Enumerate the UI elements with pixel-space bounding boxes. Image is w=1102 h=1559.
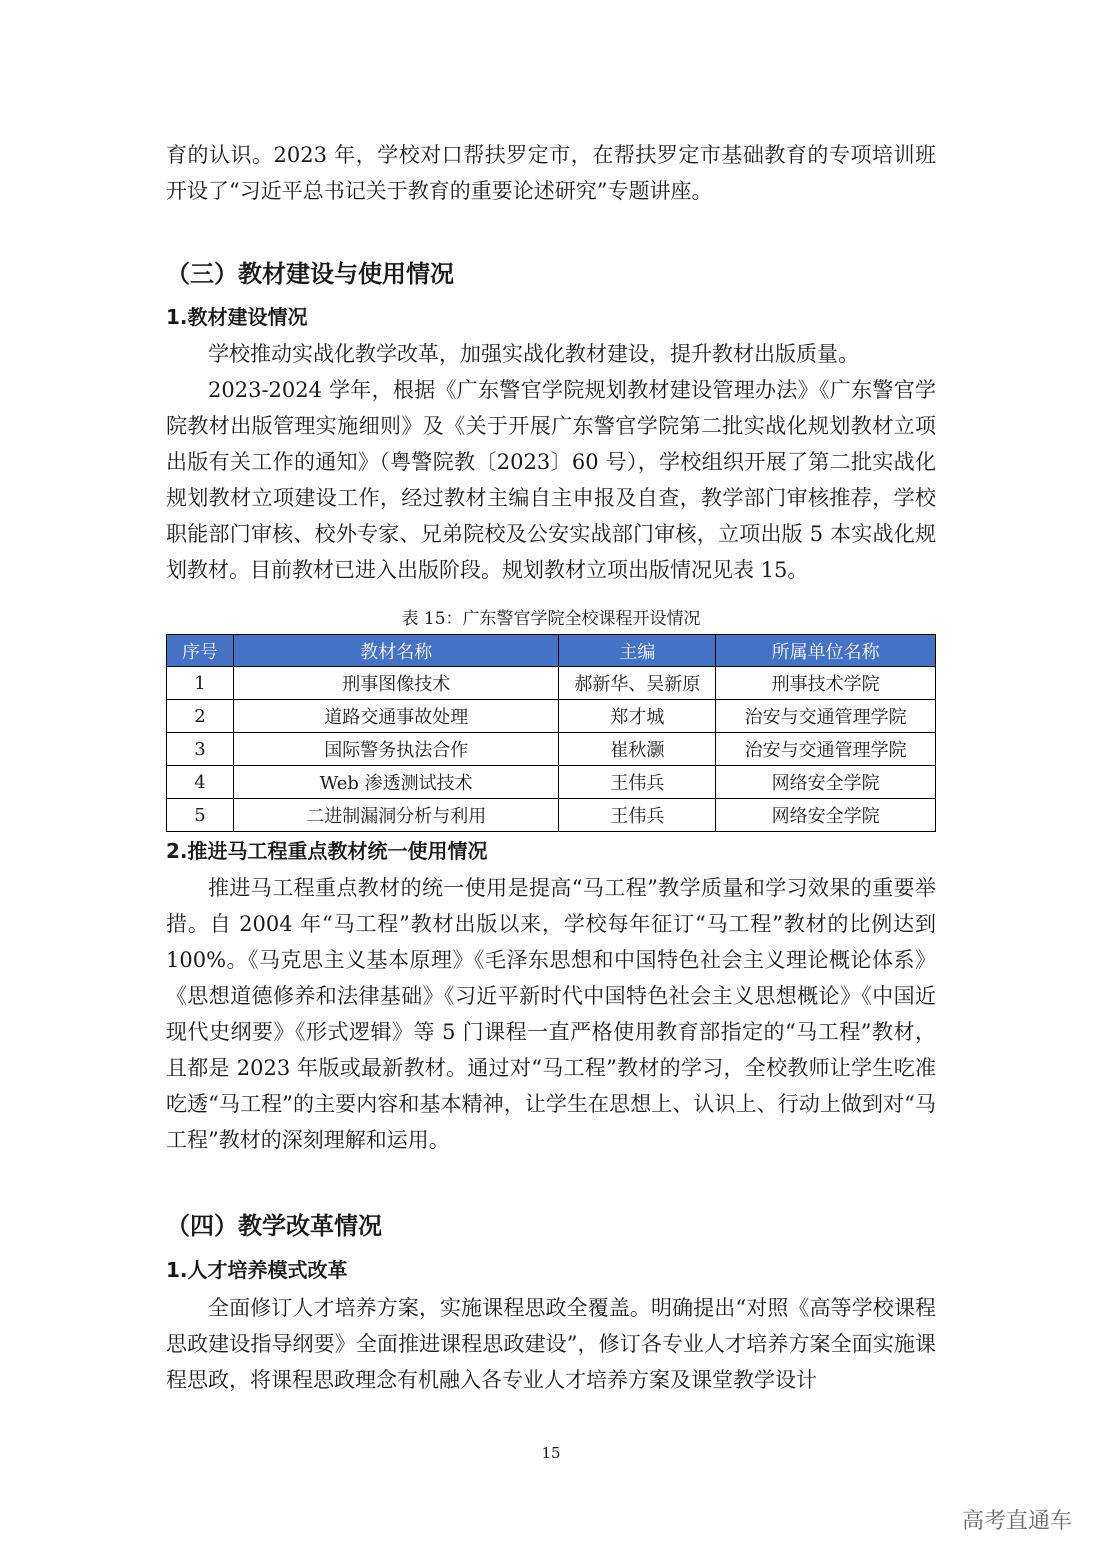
- intro-paragraph: 育的认识。2023 年，学校对口帮扶罗定市，在帮扶罗定市基础教育的专项培训班开设了“习近平总书记关于教育的重要论述研究”专题讲座。: [166, 143, 936, 203]
- cell-textbook-name: 二进制漏洞分析与利用: [233, 799, 559, 832]
- cell-editor: 郝新华、吴新原: [559, 667, 716, 700]
- section-4-heading: （四）教学改革情况: [166, 1212, 382, 1240]
- cell-textbook-name: 道路交通事故处理: [233, 700, 559, 733]
- cell-unit: 刑事技术学院: [716, 667, 936, 700]
- cell-index: 3: [167, 733, 234, 766]
- cell-index: 5: [167, 799, 234, 832]
- header-unit: 所属单位名称: [716, 635, 936, 667]
- cell-unit: 治安与交通管理学院: [716, 700, 936, 733]
- cell-index: 1: [167, 667, 234, 700]
- cell-editor: 王伟兵: [559, 766, 716, 799]
- table-row: [167, 766, 936, 799]
- page-number: 15: [541, 1444, 561, 1462]
- textbook-construction-paragraph-1: 学校推动实战化教学改革，加强实战化教材建设，提升教材出版质量。: [208, 342, 859, 366]
- marxism-textbook-paragraph: 推进马工程重点教材的统一使用是提高“马工程”教学质量和学习效果的重要举措。自 2004 年“马工程”教材出版以来，学校每年征订“马工程”教材的比例达到 100%。《马克思主义基本原理》《毛泽东思想和中国特色社会主义理论概论体系》《思想道德修养和法律基础》《习近平新时代中国特色社会主义思想概论》《中国近现代史纲要》《形式逻辑》等 5 门课程一直严格使用教育部指定的“马工程”教材，且都是 2023 年版或最新教材。通过对“马工程”教材的学习，全校教师让学生吃准吃透“马工程”的主要内容和基本精神，让学生在思想上、认识上、行动上做到对“马工程”教材的深刻理解和运用。: [166, 876, 936, 1152]
- header-textbook-name: 教材名称: [233, 635, 559, 667]
- cell-editor: 王伟兵: [559, 799, 716, 832]
- cell-unit: 治安与交通管理学院: [716, 733, 936, 766]
- cell-unit: 网络安全学院: [716, 799, 936, 832]
- subsection-1-heading: 1.教材建设情况: [166, 305, 308, 329]
- cell-textbook-name: 国际警务执法合作: [233, 733, 559, 766]
- table-row: [167, 799, 936, 832]
- cell-unit: 网络安全学院: [716, 766, 936, 799]
- cell-editor: 郑才城: [559, 700, 716, 733]
- cell-index: 2: [167, 700, 234, 733]
- cell-textbook-name: 刑事图像技术: [233, 667, 559, 700]
- textbook-table: [166, 634, 936, 832]
- header-index: 序号: [167, 635, 234, 667]
- talent-training-paragraph: 全面修订人才培养方案，实施课程思政全覆盖。明确提出“对照《高等学校课程思政建设指导纲要》全面推进课程思政建设”，修订各专业人才培养方案全面实施课程思政，将课程思政理念有机融入各专业人才培养方案及课堂教学设计: [166, 1296, 936, 1392]
- cell-editor: 崔秋灏: [559, 733, 716, 766]
- table-row: [167, 667, 936, 700]
- textbook-construction-paragraph-2: 2023-2024 学年，根据《广东警官学院规划教材建设管理办法》《广东警官学院教材出版管理实施细则》及《关于开展广东警官学院第二批实战化规划教材立项出版有关工作的通知》（粤警院教〔2023〕60 号），学校组织开展了第二批实战化规划教材立项建设工作，经过教材主编自主申报及自查，教学部门审核推荐，学校职能部门审核、校外专家、兄弟院校及公安实战部门审核，立项出版 5 本实战化规划教材。目前教材已进入出版阶段。规划教材立项出版情况见表 15。: [166, 378, 936, 582]
- table-row: [167, 733, 936, 766]
- watermark-logo-text: 高考直通车: [961, 1509, 1072, 1534]
- table-header-row: [167, 635, 936, 667]
- cell-textbook-name: Web 渗透测试技术: [233, 766, 559, 799]
- header-editor: 主编: [559, 635, 716, 667]
- table-row: [167, 700, 936, 733]
- section-3-heading: （三）教材建设与使用情况: [166, 260, 454, 288]
- subsection-2-heading: 2.推进马工程重点教材统一使用情况: [166, 839, 488, 863]
- cell-index: 4: [167, 766, 234, 799]
- section-4-subsection-1-heading: 1.人才培养模式改革: [166, 1258, 348, 1282]
- table-caption: 表 15：广东警官学院全校课程开设情况: [401, 609, 701, 629]
